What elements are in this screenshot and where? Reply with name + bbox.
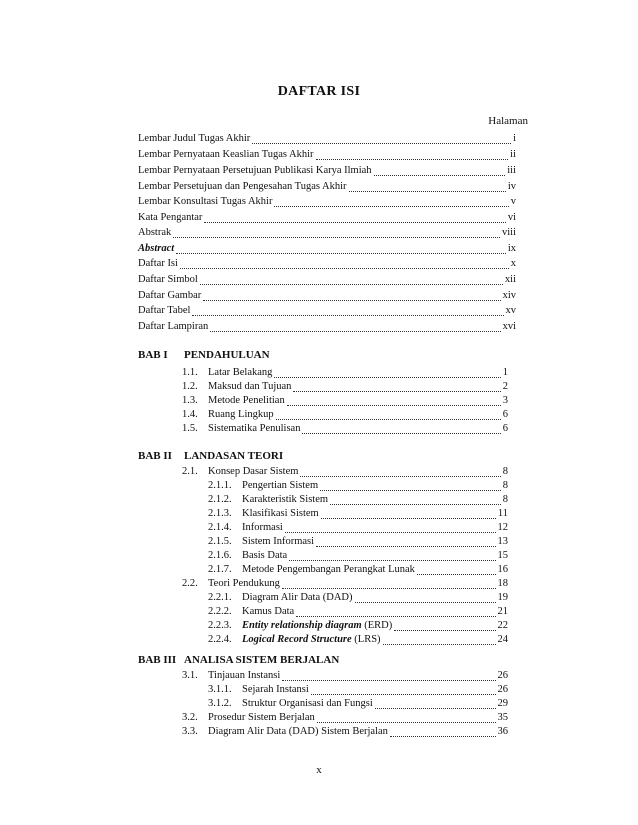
toc-entry[interactable]: Kata Pengantar vi [138, 212, 516, 223]
leader-dots [252, 135, 511, 144]
page-title: DAFTAR ISI [277, 84, 361, 99]
toc-entry[interactable]: 2.2.4. Logical Record Structure (LRS) 24 [208, 634, 508, 645]
toc-entry[interactable]: 1.3. Metode Penelitian 3 [182, 395, 508, 406]
toc-entry[interactable]: 2.1.4. Informasi 12 [208, 522, 508, 533]
toc-entry[interactable]: 2.1. Konsep Dasar Sistem 8 [182, 466, 508, 477]
leader-dots [173, 229, 500, 238]
leader-dots [274, 369, 500, 378]
toc-entry[interactable]: Abstrak viii [138, 227, 516, 238]
leader-dots [316, 538, 495, 547]
leader-dots [390, 728, 496, 737]
chapter-heading[interactable]: BAB III ANALISA SISTEM BERJALAN [138, 654, 340, 666]
toc-entry[interactable]: 3.2. Prosedur Sistem Berjalan 35 [182, 712, 508, 723]
toc-entry[interactable]: 3.1.1. Sejarah Instansi 26 [208, 684, 508, 695]
leader-dots [349, 183, 506, 192]
leader-dots [176, 245, 506, 254]
toc-entry[interactable]: 2.2.1. Diagram Alir Data (DAD) 19 [208, 592, 508, 603]
toc-entry[interactable]: 1.4. Ruang Lingkup 6 [182, 409, 508, 420]
toc-entry[interactable]: 1.5. Sistematika Penulisan 6 [182, 423, 508, 434]
toc-entry[interactable]: 2.1.6. Basis Data 15 [208, 550, 508, 561]
leader-dots [302, 425, 500, 434]
toc-entry[interactable]: Daftar Simbol xii [138, 274, 516, 285]
leader-dots [210, 323, 500, 332]
toc-entry[interactable]: Daftar Tabel xv [138, 305, 516, 316]
toc-entry[interactable]: 2.1.5. Sistem Informasi 13 [208, 536, 508, 547]
toc-entry[interactable]: 3.1. Tinjauan Instansi 26 [182, 670, 508, 681]
leader-dots [296, 608, 495, 617]
chapter-heading[interactable]: BAB II LANDASAN TEORI [138, 450, 284, 462]
toc-entry[interactable]: Abstract ix [138, 243, 516, 254]
toc-entry[interactable]: Lembar Persetujuan dan Pengesahan Tugas Akhir iv [138, 181, 516, 192]
leader-dots [417, 566, 496, 575]
toc-entry[interactable]: 2.2.3. Entity relationship diagram (ERD) 22 [208, 620, 508, 631]
toc-entry[interactable]: Daftar Lampiran xvi [138, 321, 516, 332]
leader-dots [330, 496, 501, 505]
leader-dots [383, 636, 496, 645]
toc-entry[interactable]: Lembar Pernyataan Persetujuan Publikasi Karya Ilmiah iii [138, 165, 516, 176]
toc-entry[interactable]: 2.1.1. Pengertian Sistem 8 [208, 480, 508, 491]
toc-entry[interactable]: 2.1.3. Klasifikasi Sistem 11 [208, 508, 508, 519]
leader-dots [317, 714, 496, 723]
leader-dots [287, 397, 501, 406]
toc-entry[interactable]: 1.2. Maksud dan Tujuan 2 [182, 381, 508, 392]
leader-dots [316, 151, 509, 160]
toc-entry[interactable]: 2.2.2. Kamus Data 21 [208, 606, 508, 617]
leader-dots [192, 307, 503, 316]
halaman-label: Halaman [488, 115, 528, 127]
leader-dots [200, 276, 503, 285]
leader-dots [374, 167, 506, 176]
toc-entry[interactable]: Lembar Konsultasi Tugas Akhir v [138, 196, 516, 207]
toc-entry[interactable]: Daftar Isi x [138, 258, 516, 269]
leader-dots [204, 214, 505, 223]
leader-dots [203, 292, 500, 301]
leader-dots [285, 524, 496, 533]
toc-entry[interactable]: 2.2. Teori Pendukung 18 [182, 578, 508, 589]
leader-dots [282, 580, 496, 589]
leader-dots [394, 622, 495, 631]
leader-dots [274, 198, 508, 207]
leader-dots [289, 552, 495, 561]
leader-dots [293, 383, 500, 392]
toc-entry[interactable]: 2.1.7. Metode Pengembangan Perangkat Lunak 16 [208, 564, 508, 575]
toc-entry[interactable]: Lembar Pernyataan Keaslian Tugas Akhir ii [138, 149, 516, 160]
toc-entry[interactable]: 1.1. Latar Belakang 1 [182, 367, 508, 378]
toc-entry[interactable]: 3.1.2. Struktur Organisasi dan Fungsi 29 [208, 698, 508, 709]
leader-dots [355, 594, 496, 603]
leader-dots [282, 672, 495, 681]
leader-dots [180, 260, 509, 269]
chapter-heading[interactable]: BAB I PENDAHULUAN [138, 349, 270, 361]
toc-entry[interactable]: 2.1.2. Karakteristik Sistem 8 [208, 494, 508, 505]
leader-dots [300, 468, 500, 477]
leader-dots [321, 510, 496, 519]
leader-dots [276, 411, 501, 420]
page-number: x [316, 764, 322, 776]
leader-dots [320, 482, 501, 491]
toc-entry[interactable]: 3.3. Diagram Alir Data (DAD) Sistem Berjalan 36 [182, 726, 508, 737]
leader-dots [311, 686, 496, 695]
toc-entry[interactable]: Daftar Gambar xiv [138, 290, 516, 301]
toc-entry[interactable]: Lembar Judul Tugas Akhir i [138, 133, 516, 144]
leader-dots [375, 700, 496, 709]
